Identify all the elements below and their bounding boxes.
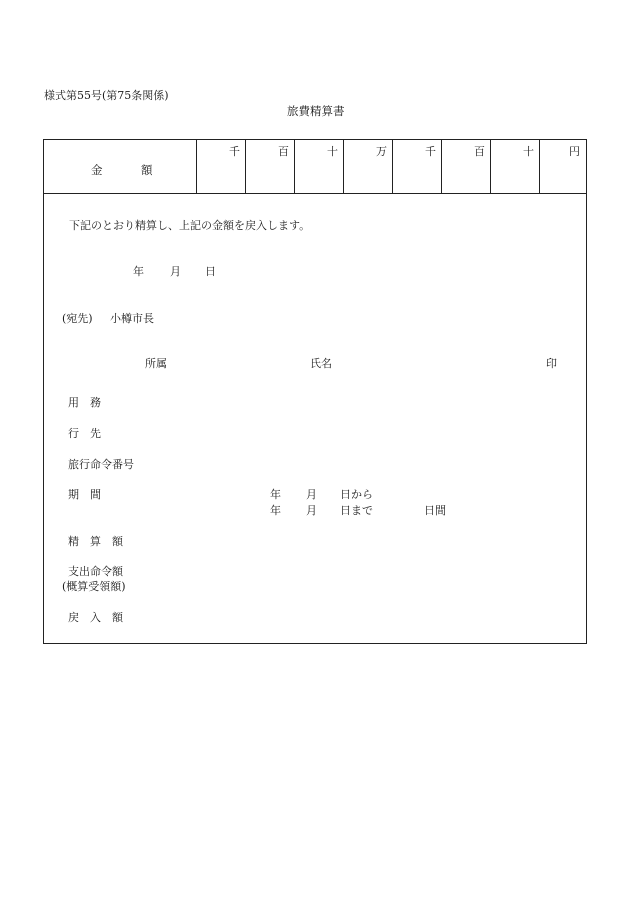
unit-label: 千	[425, 145, 436, 158]
digit-cell-en[interactable]	[539, 140, 585, 193]
payment-order-amount-label: 支出命令額	[68, 565, 123, 578]
unit-label: 千	[229, 145, 240, 158]
destination-label: 行 先	[68, 427, 101, 440]
period-start-month[interactable]: 月	[306, 488, 317, 501]
affiliation-label: 所属	[145, 357, 167, 370]
addressee-label: (宛先)	[62, 312, 93, 325]
statement-text: 下記のとおり精算し、上記の金額を戻入します。	[69, 219, 311, 232]
amount-table	[43, 139, 587, 194]
seal-mark: 印	[546, 357, 557, 370]
period-end-year[interactable]: 年	[270, 504, 281, 517]
document-title: 旅費精算書	[287, 104, 345, 118]
settlement-body	[43, 193, 587, 644]
period-label: 期 間	[68, 488, 101, 501]
digit-cell-juu[interactable]	[490, 140, 539, 193]
purpose-label: 用 務	[68, 396, 101, 409]
period-start-day[interactable]: 日から	[340, 488, 373, 501]
digit-cell-sen-man[interactable]	[196, 140, 245, 193]
period-start-year[interactable]: 年	[270, 488, 281, 501]
unit-label: 百	[474, 145, 485, 158]
period-end-day[interactable]: 日まで	[340, 504, 373, 517]
unit-label: 十	[523, 145, 534, 158]
date-month[interactable]: 月	[170, 265, 181, 278]
refund-amount-label: 戻 入 額	[68, 611, 123, 624]
date-year[interactable]: 年	[133, 265, 144, 278]
unit-label: 円	[569, 145, 580, 158]
period-days[interactable]: 日間	[424, 504, 446, 517]
amount-label-cell	[44, 140, 196, 193]
form-number: 様式第55号(第75条関係)	[44, 89, 169, 102]
unit-label: 十	[327, 145, 338, 158]
period-end-month[interactable]: 月	[306, 504, 317, 517]
digit-cell-hyaku[interactable]	[441, 140, 490, 193]
digit-cell-juu-man[interactable]	[294, 140, 343, 193]
unit-label: 百	[278, 145, 289, 158]
name-label: 氏名	[310, 357, 332, 370]
date-day[interactable]: 日	[205, 265, 216, 278]
amount-label-kin: 金	[91, 163, 103, 177]
settlement-amount-label: 精 算 額	[68, 535, 123, 548]
amount-label-gaku: 額	[141, 163, 153, 177]
unit-label: 万	[376, 145, 387, 158]
digit-cell-man[interactable]	[343, 140, 392, 193]
digit-cell-hyaku-man[interactable]	[245, 140, 294, 193]
addressee-name: 小樽市長	[110, 312, 154, 325]
order-number-label: 旅行命令番号	[68, 458, 134, 471]
advance-received-label: (概算受領額)	[62, 580, 126, 593]
digit-cell-sen[interactable]	[392, 140, 441, 193]
